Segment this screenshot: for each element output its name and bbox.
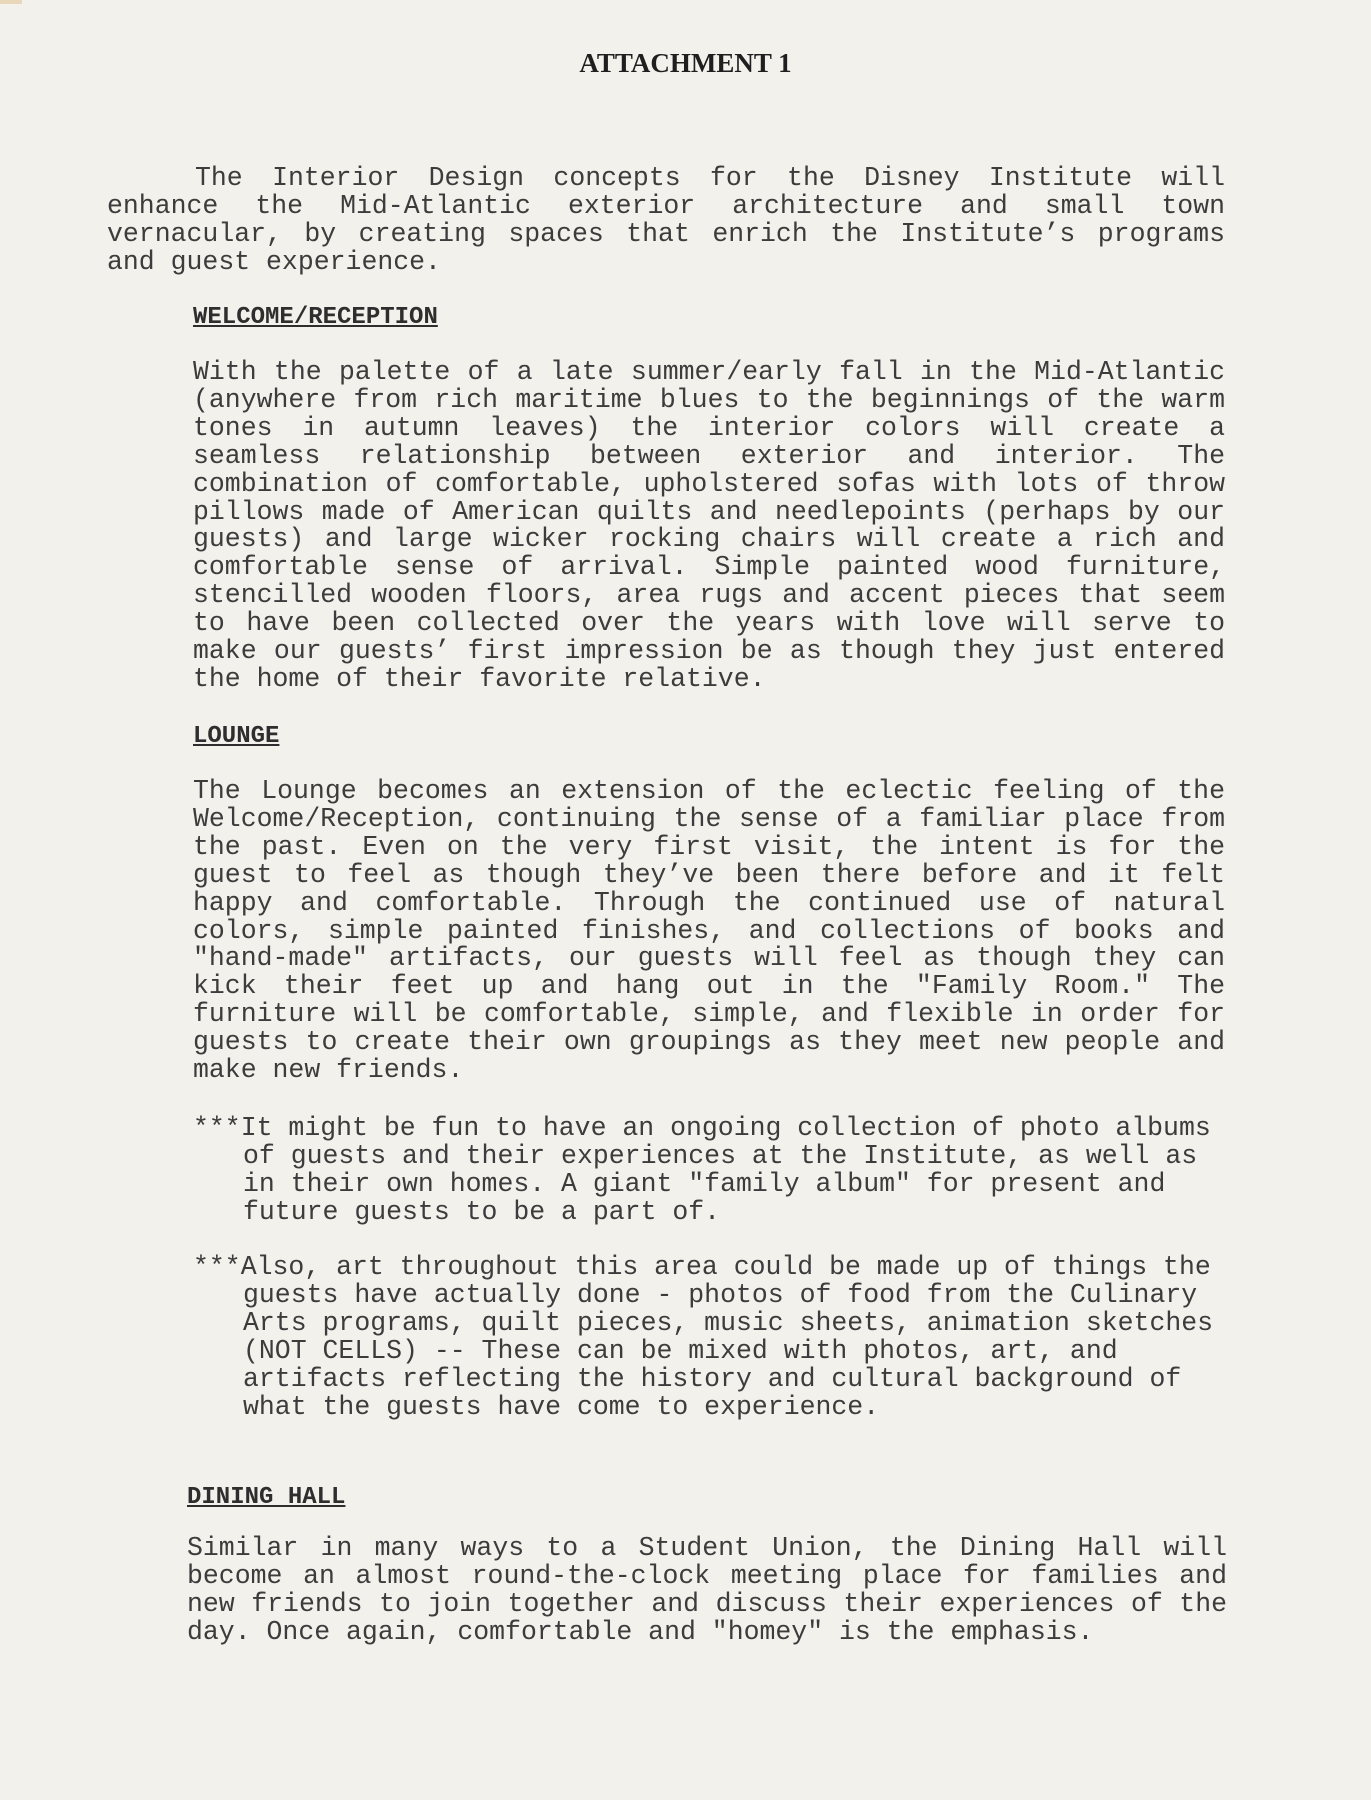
welcome-reception-paragraph: With the palette of a late summer/early fall in the Mid-Atlantic (anywhere from rich maritime blues to the beginnings of the warm tones in autumn leaves) the interior colors will create a seamless relationship between exterior and interior. The combination of comfortable, upholstered sofas with lots of throw pillows made of American quilts and needlepoints (perhaps by our guests) and large wicker rocking chairs will create a rich and comfortable sense of arrival. Simple painted wood furniture, stencilled wooden floors, area rugs and accent pieces that seem to have been collected over the years with love will serve to make our guests’ first impression be as though they just entered the home of their favorite relative.: [193, 357, 1225, 694]
section-heading-lounge: LOUNGE: [193, 723, 280, 750]
lounge-note-photo-albums: ***It might be fun to have an ongoing collection of photo albums of guests and their experiences at the Institute, as well as in their own homes. A giant "family album" for present and future guests to be a part of.: [193, 1113, 1211, 1227]
dining-hall-paragraph: Similar in many ways to a Student Union, the Dining Hall will become an almost round-the-clock meeting place for families and new friends to join together and discuss their experiences of the day. Once again, comfortable and "homey" is the emphasis.: [187, 1533, 1227, 1647]
intro-paragraph: The Interior Design concepts for the Disney Institute will enhance the Mid-Atlantic exterior architecture and small town vernacular, by creating spaces that enrich the Institute’s programs and guest experience.: [107, 163, 1225, 277]
section-heading-dining-hall: DINING HALL: [187, 1484, 346, 1511]
lounge-paragraph: The Lounge becomes an extension of the eclectic feeling of the Welcome/Reception, continuing the sense of a familiar place from the past. Even on the very first visit, the intent is for the guest to feel as though they’ve been there before and it felt happy and comfortable. Through the continued use of natural colors, simple painted finishes, and collections of books and "hand-made" artifacts, our guests will feel as though they can kick their feet up and hang out in the "Family Room." The furniture will be comfortable, simple, and flexible in order for guests to create their own groupings as they meet new people and make new friends.: [193, 776, 1225, 1086]
section-heading-welcome-reception: WELCOME/RECEPTION: [193, 304, 438, 331]
lounge-note-guest-art: ***Also, art throughout this area could be made up of things the guests have actually done - photos of food from the Culinary Arts programs, quilt pieces, music sheets, animation sketches (NOT CELLS) -- These can be mixed with photos, art, and artifacts reflecting the history and cultural background of what the guests have come to experience.: [193, 1252, 1214, 1422]
page-title: ATTACHMENT 1: [579, 48, 792, 78]
corner-stain: [0, 0, 22, 4]
